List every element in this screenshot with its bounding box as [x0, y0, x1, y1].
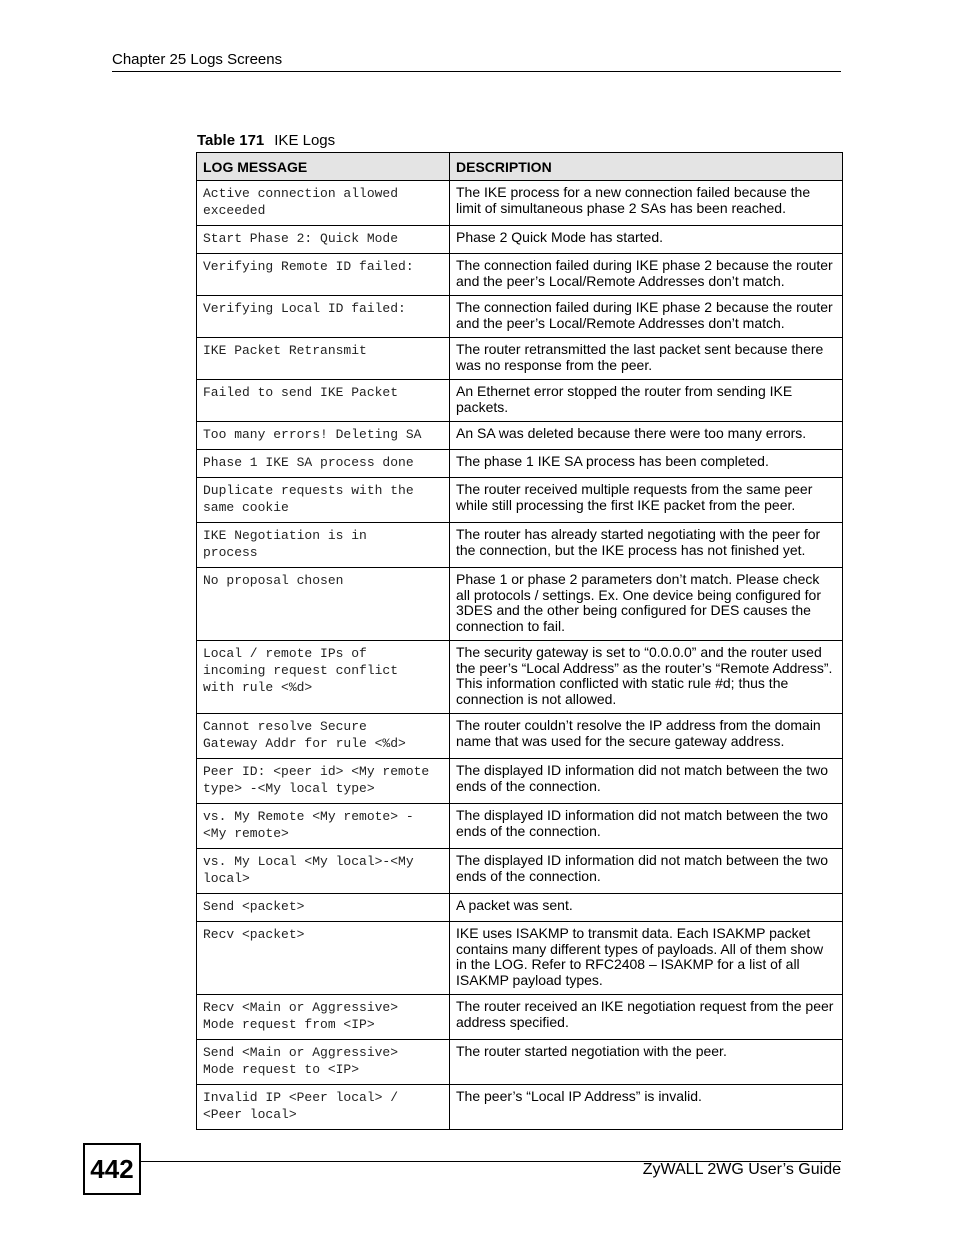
description-cell: An Ethernet error stopped the router from sending IKE packets.	[450, 380, 843, 422]
description-cell: A packet was sent.	[450, 894, 843, 922]
table-row	[197, 1085, 843, 1130]
header-divider	[112, 71, 841, 72]
table-row	[197, 641, 843, 714]
log-message-cell: Verifying Remote ID failed:	[197, 254, 450, 296]
log-message-cell: Too many errors! Deleting SA	[197, 422, 450, 450]
description-cell: The router started negotiation with the peer.	[450, 1040, 843, 1085]
description-cell: The displayed ID information did not match between the two ends of the connection.	[450, 804, 843, 849]
description-cell: An SA was deleted because there were too many errors.	[450, 422, 843, 450]
ike-logs-table	[196, 152, 843, 1130]
table-label: Table 171	[197, 132, 265, 149]
page-number: 442	[83, 1143, 141, 1195]
table-row	[197, 296, 843, 338]
description-cell: The router received an IKE negotiation request from the peer address specified.	[450, 995, 843, 1040]
table-row	[197, 1040, 843, 1085]
column-header-log-message: LOG MESSAGE	[197, 153, 450, 181]
table-row	[197, 226, 843, 254]
log-message-cell: Recv <Main or Aggressive> Mode request from <IP>	[197, 995, 450, 1040]
log-message-cell: vs. My Remote <My remote> - <My remote>	[197, 804, 450, 849]
table-row	[197, 568, 843, 641]
table-header-row	[197, 153, 843, 181]
description-cell: The router retransmitted the last packet sent because there was no response from the peer.	[450, 338, 843, 380]
description-cell: The connection failed during IKE phase 2 because the router and the peer’s Local/Remote Addresses don’t match.	[450, 296, 843, 338]
description-cell: The displayed ID information did not match between the two ends of the connection.	[450, 759, 843, 804]
log-message-cell: vs. My Local <My local>-<My local>	[197, 849, 450, 894]
description-cell: The router has already started negotiating with the peer for the connection, but the IKE process has not finished yet.	[450, 523, 843, 568]
column-header-description: DESCRIPTION	[450, 153, 843, 181]
table-row	[197, 380, 843, 422]
table-row	[197, 804, 843, 849]
description-cell: The router received multiple requests from the same peer while still processing the first IKE packet from the peer.	[450, 478, 843, 523]
table-body	[197, 181, 843, 1130]
table-title: IKE Logs	[274, 132, 336, 149]
log-message-cell: Start Phase 2: Quick Mode	[197, 226, 450, 254]
chapter-header: Chapter 25 Logs Screens	[112, 51, 283, 68]
description-cell: IKE uses ISAKMP to transmit data. Each ISAKMP packet contains many different types of payloads. All of them show in the LOG. Refer to RFC2408 – ISAKMP for a list of all ISAKMP payload types.	[450, 922, 843, 995]
description-cell: Phase 1 or phase 2 parameters don’t match. Please check all protocols / settings. Ex. One device being configured for 3DES and the other being configured for DES causes the connection to fail.	[450, 568, 843, 641]
table-caption	[197, 132, 335, 149]
description-cell: The IKE process for a new connection failed because the limit of simultaneous phase 2 SAs has been reached.	[450, 181, 843, 226]
log-message-cell: Active connection allowed exceeded	[197, 181, 450, 226]
table-row	[197, 759, 843, 804]
log-message-cell: Verifying Local ID failed:	[197, 296, 450, 338]
description-cell: The displayed ID information did not match between the two ends of the connection.	[450, 849, 843, 894]
description-cell: The security gateway is set to “0.0.0.0” and the router used the peer’s “Local Address” as the router’s “Remote Address”. This information conflicted with static rule #d; thus the connection is not allowed.	[450, 641, 843, 714]
log-message-cell: IKE Packet Retransmit	[197, 338, 450, 380]
log-message-cell: IKE Negotiation is in process	[197, 523, 450, 568]
table-row	[197, 254, 843, 296]
table-row	[197, 894, 843, 922]
log-message-cell: Send <Main or Aggressive> Mode request to <IP>	[197, 1040, 450, 1085]
table-row	[197, 922, 843, 995]
description-cell: The connection failed during IKE phase 2 because the router and the peer’s Local/Remote Addresses don’t match.	[450, 254, 843, 296]
log-message-cell: Duplicate requests with the same cookie	[197, 478, 450, 523]
log-message-cell: Invalid IP <Peer local> / <Peer local>	[197, 1085, 450, 1130]
description-cell: Phase 2 Quick Mode has started.	[450, 226, 843, 254]
log-message-cell: Phase 1 IKE SA process done	[197, 450, 450, 478]
log-message-cell: Recv <packet>	[197, 922, 450, 995]
table-row	[197, 995, 843, 1040]
table-row	[197, 714, 843, 759]
log-message-cell: Local / remote IPs of incoming request conflict with rule <%d>	[197, 641, 450, 714]
table-row	[197, 338, 843, 380]
description-cell: The phase 1 IKE SA process has been completed.	[450, 450, 843, 478]
table-row	[197, 523, 843, 568]
log-message-cell: Failed to send IKE Packet	[197, 380, 450, 422]
table-row	[197, 478, 843, 523]
guide-title: ZyWALL 2WG User’s Guide	[642, 1161, 841, 1178]
table-row	[197, 849, 843, 894]
log-message-cell: Peer ID: <peer id> <My remote type> -<My local type>	[197, 759, 450, 804]
log-message-cell: No proposal chosen	[197, 568, 450, 641]
table-row	[197, 422, 843, 450]
log-message-cell: Cannot resolve Secure Gateway Addr for rule <%d>	[197, 714, 450, 759]
description-cell: The router couldn’t resolve the IP address from the domain name that was used for the secure gateway address.	[450, 714, 843, 759]
log-message-cell: Send <packet>	[197, 894, 450, 922]
table-row	[197, 181, 843, 226]
description-cell: The peer’s “Local IP Address” is invalid.	[450, 1085, 843, 1130]
table-row	[197, 450, 843, 478]
